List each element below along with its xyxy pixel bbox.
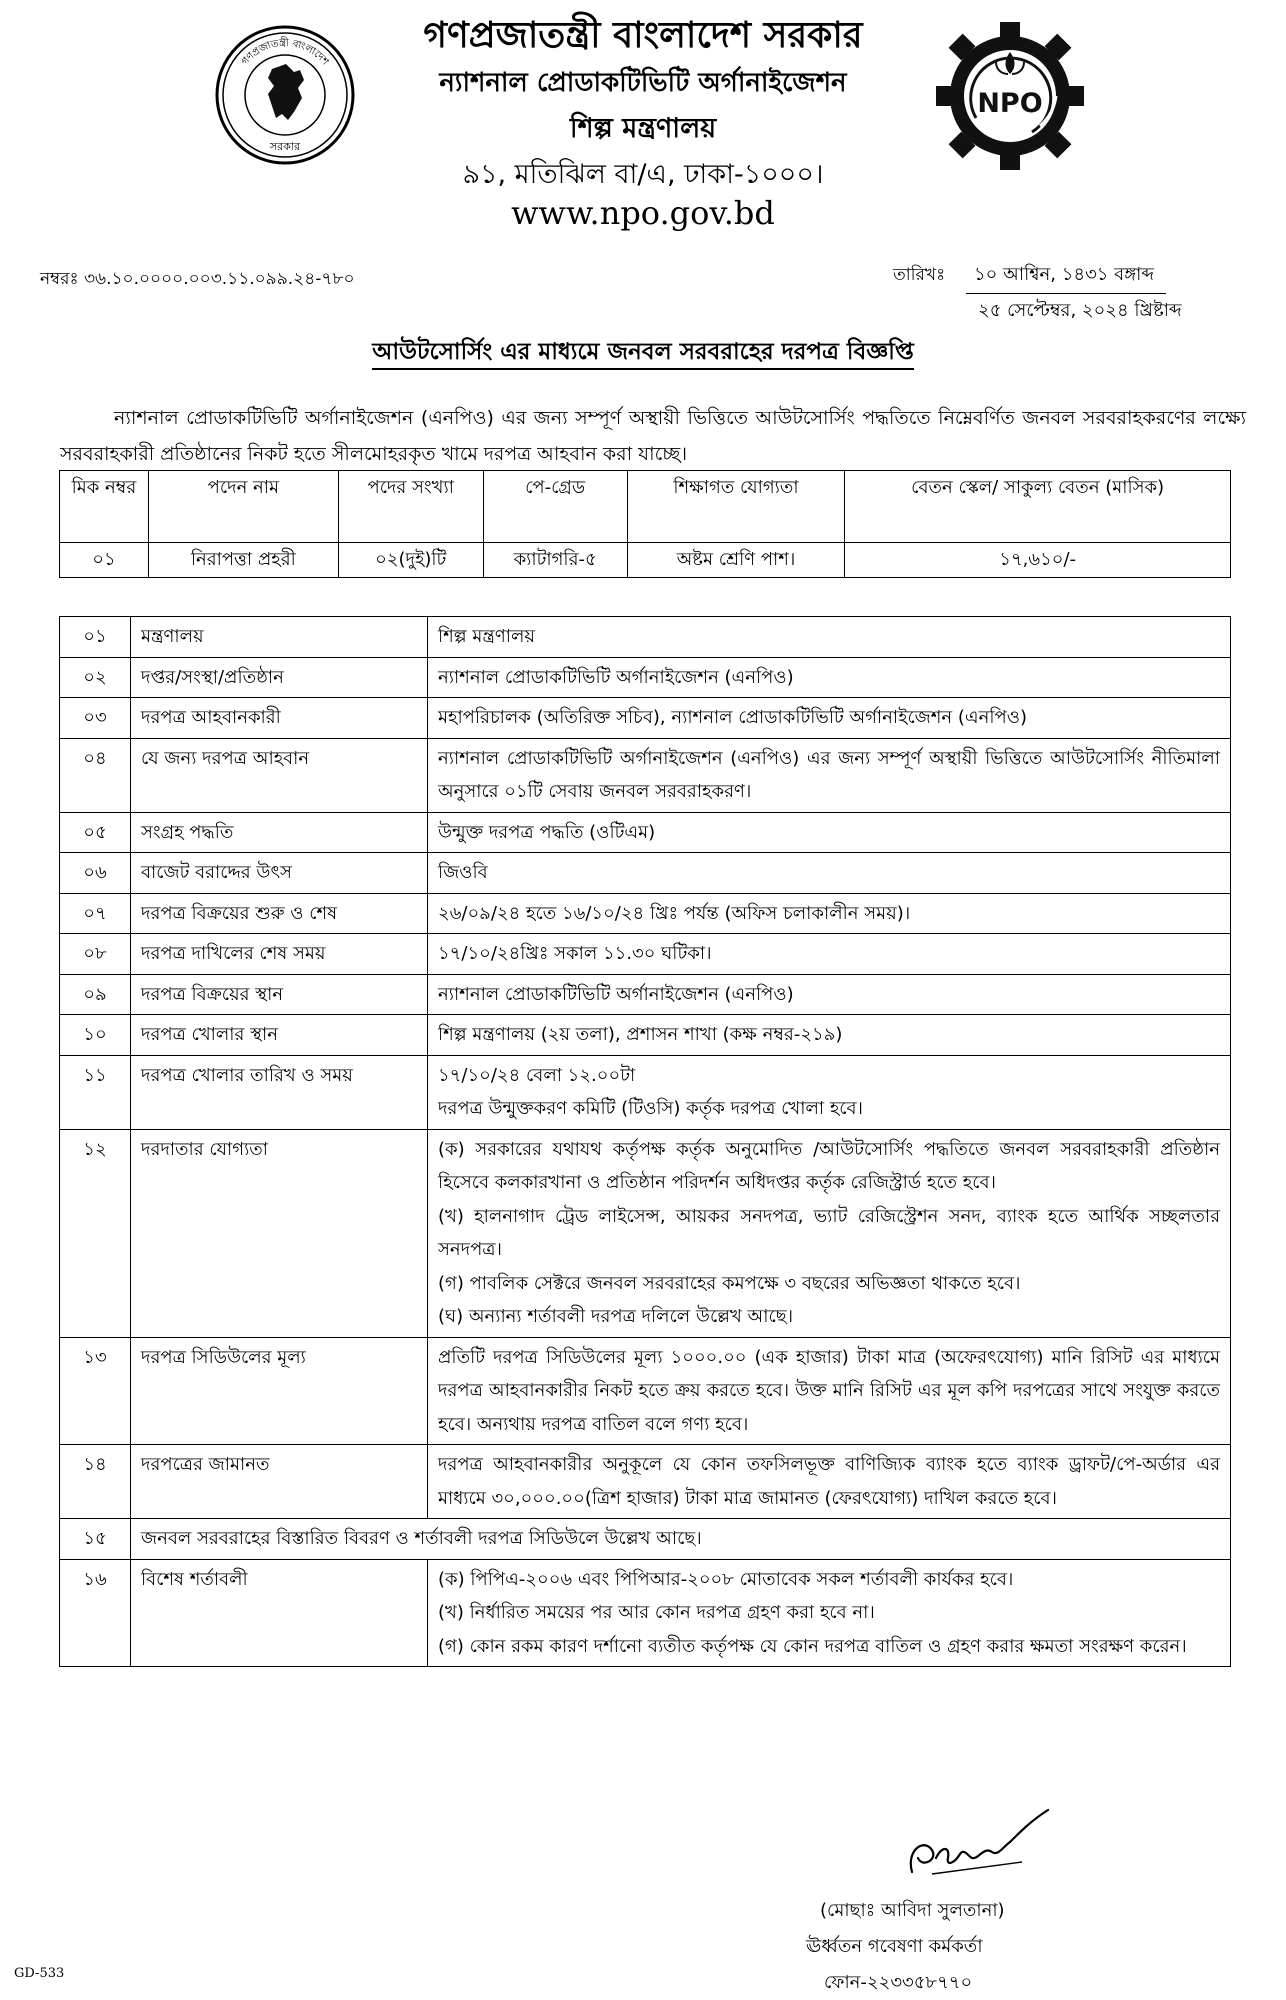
value-line: দরপত্র উন্মুক্তকরণ কমিটি (টিওসি) কর্তৃক দরপত্র খোলা হবে। [438, 1098, 863, 1119]
row-label: বাজেট বরাদ্দের উৎস [131, 853, 428, 894]
table-row [60, 1055, 1231, 1129]
value-line: ১৭/১০/২৪ বেলা ১২.০০টা [438, 1064, 636, 1086]
table-row [60, 617, 1231, 658]
value-line: (ক) সরকারের যথাযথ কর্তৃপক্ষ কর্তৃক অনুমোদিত /আউটসোর্সিং পদ্ধতিতে জনবল সরবরাহকারী প্রতিষ্ঠান হিসেবে কলকারখানা ও প্রতিষ্ঠান পরিদর্শন অধিদপ্তর কর্তৃক রেজিস্ট্রার্ড হতে হবে। [438, 1138, 1220, 1193]
website-link[interactable]: www.npo.gov.bd [511, 194, 775, 232]
document-code: GD-533 [14, 1966, 65, 1981]
row-label: দরপত্র বিক্রয়ের স্থান [131, 974, 428, 1015]
table-row [60, 812, 1231, 853]
table-row [60, 698, 1231, 739]
row-serial: ১১ [60, 1055, 131, 1129]
post-header-cell: মিক নম্বর [60, 471, 149, 543]
date-label: তারিখঃ [893, 265, 946, 285]
memo-number: নম্বরঃ ৩৬.১০.০০০০.০০৩.১১.০৯৯.২৪-৭৮০ [40, 269, 355, 289]
table-row [60, 657, 1231, 698]
row-serial: ০৬ [60, 853, 131, 894]
post-table-header-row [60, 471, 1231, 543]
row-label: মন্ত্রণালয় [131, 617, 428, 658]
post-cell: ১৭,৬১০/- [845, 543, 1231, 578]
government-name: গণপ্রজাতন্ত্রী বাংলাদেশ সরকার [423, 15, 863, 56]
row-value: ২৬/০৯/২৪ হতে ১৬/১০/২৪ খ্রিঃ পর্যন্ত (অফিস চলাকালীন সময়)। [428, 893, 1231, 934]
table-row [60, 1445, 1231, 1519]
row-label: বিশেষ শর্তাবলী [131, 1559, 428, 1667]
notice-title: আউটসোর্সিং এর মাধ্যমে জনবল সরবরাহের দরপত্র বিজ্ঞপ্তি [372, 339, 914, 370]
table-row [60, 738, 1231, 812]
handwritten-signature [902, 1806, 1052, 1886]
row-value: ১৭/১০/২৪খ্রিঃ সকাল ১১.৩০ ঘটিকা। [428, 934, 1231, 975]
row-value: শিল্প মন্ত্রণালয় [428, 617, 1231, 658]
tender-info-table [59, 616, 1231, 1667]
signatory-phone: ফোন-২২৩৩৫৮৭৭০ [824, 1972, 973, 1993]
table-row [60, 1519, 1231, 1560]
post-cell: ক্যাটাগরি-৫ [483, 543, 627, 578]
seal-bottom-text: সরকার [269, 140, 301, 153]
post-cell: নিরাপত্তা প্রহরী [148, 543, 338, 578]
row-serial: ১৩ [60, 1337, 131, 1445]
post-header-cell: পদের সংখ্যা [338, 471, 483, 543]
value-line: (ক) পিপিএ-২০০৬ এবং পিপিআর-২০০৮ মোতাবেক সকল শর্তাবলী কার্যকর হবে। [438, 1568, 1014, 1590]
office-address: ৯১, মতিঝিল বা/এ, ঢাকা-১০০০। [462, 159, 824, 190]
row-value [428, 1559, 1231, 1667]
row-serial: ০৯ [60, 974, 131, 1015]
row-serial: ০১ [60, 617, 131, 658]
row-serial: ০৮ [60, 934, 131, 975]
notice-title-wrapper [0, 333, 1286, 372]
table-row [60, 1337, 1231, 1445]
row-value [428, 1055, 1231, 1129]
table-row [60, 1015, 1231, 1056]
post-cell: অষ্টম শ্রেণি পাশ। [627, 543, 845, 578]
date-bangla: ১০ আশ্বিন, ১৪৩১ বঙ্গাব্দ [966, 260, 1166, 294]
row-serial: ০৩ [60, 698, 131, 739]
post-header-cell: পে-গ্রেড [483, 471, 627, 543]
table-row [60, 974, 1231, 1015]
table-row [60, 853, 1231, 894]
row-label: দরদাতার যোগ্যতা [131, 1129, 428, 1337]
table-row [60, 543, 1231, 578]
row-value: প্রতিটি দরপত্র সিডিউলের মূল্য ১০০০.০০ (এক হাজার) টাকা মাত্র (অফেরৎযোগ্য) মানি রিসিট এর মাধ্যমে দরপত্র আহবানকারীর নিকট হতে ক্রয় করতে হবে। উক্ত মানি রিসিট এর মূল কপি দরপত্রের সাথে সংযুক্ত করতে হবে। অন্যথায় দরপত্র বাতিল বলে গণ্য হবে। [428, 1337, 1231, 1445]
row-label: দরপত্র খোলার তারিখ ও সময় [131, 1055, 428, 1129]
signatory-title: ঊর্ধ্বতন গবেষণা কর্মকর্তা [806, 1936, 983, 1957]
row-serial: ১০ [60, 1015, 131, 1056]
ministry-name: শিল্প মন্ত্রণালয় [569, 113, 717, 144]
row-value: দরপত্র আহবানকারীর অনুকূলে যে কোন তফসিলভূক্ত বাণিজ্যিক ব্যাংক হতে ব্যাংক ড্রাফট/পে-অর্ডার এর মাধ্যমে ৩০,০০০.০০(ত্রিশ হাজার) টাকা মাত্র জামানত (ফেরৎযোগ্য) দাখিল করতে হবে। [428, 1445, 1231, 1519]
row-serial: ০৫ [60, 812, 131, 853]
row-label: দপ্তর/সংস্থা/প্রতিষ্ঠান [131, 657, 428, 698]
organization-name: ন্যাশনাল প্রোডাকটিভিটি অর্গানাইজেশন [439, 68, 847, 98]
post-header-cell: পদেন নাম [148, 471, 338, 543]
row-value [428, 1129, 1231, 1337]
row-serial: ০২ [60, 657, 131, 698]
row-label: দরপত্র খোলার স্থান [131, 1015, 428, 1056]
row-serial: ০৭ [60, 893, 131, 934]
row-value: জিওবি [428, 853, 1231, 894]
value-line: (গ) পাবলিক সেক্টরে জনবল সরবরাহের কমপক্ষে ৩ বছরের অভিজ্ঞতা থাকতে হবে। [438, 1272, 1021, 1294]
row-value: ন্যাশনাল প্রোডাকটিভিটি অর্গানাইজেশন (এনপিও) [428, 657, 1231, 698]
row-value: শিল্প মন্ত্রণালয় (২য় তলা), প্রশাসন শাখা (কক্ষ নম্বর-২১৯) [428, 1015, 1231, 1056]
intro-paragraph: ন্যাশনাল প্রোডাকটিভিটি অর্গানাইজেশন (এনপিও) এর জন্য সম্পূর্ণ অস্থায়ী ভিত্তিতে আউটসোর্সিং পদ্ধতিতে নিম্নেবর্ণিত জনবল সরবরাহকরণের লক্ষ্যে সরবরাহকারী প্রতিষ্ঠানের নিকট হতে সীলমোহরকৃত খামে দরপত্র আহবান করা যাচ্ছে। [60, 407, 1246, 465]
post-header-cell: বেতন স্কেল/ সাকুল্য বেতন (মাসিক) [845, 471, 1231, 543]
row-label: দরপত্র সিডিউলের মূল্য [131, 1337, 428, 1445]
row-label: দরপত্রের জামানত [131, 1445, 428, 1519]
post-cell: ০১ [60, 543, 149, 578]
post-header-cell: শিক্ষাগত যোগ্যতা [627, 471, 845, 543]
value-line: (খ) নির্ধারিত সময়ের পর আর কোন দরপত্র গ্রহণ করা হবে না। [438, 1602, 875, 1623]
row-value: উন্মুক্ত দরপত্র পদ্ধতি (ওটিএম) [428, 812, 1231, 853]
post-table [59, 470, 1231, 578]
seal-top-text: গণপ্রজাতন্ত্রী বাংলাদেশ [239, 37, 331, 68]
date-english: ২৫ সেপ্টেম্বর, ২০২৪ খ্রিষ্টাব্দ [978, 300, 1182, 321]
row-label: দরপত্র বিক্রয়ের শুরু ও শেষ [131, 893, 428, 934]
row-serial: ১৪ [60, 1445, 131, 1519]
row-serial: ০৪ [60, 738, 131, 812]
post-cell: ০২(দুই)টি [338, 543, 483, 578]
signatory-name: (মোছাঃ আবিদা সুলতানা) [820, 1900, 1005, 1921]
row-full-text: জনবল সরবরাহের বিস্তারিত বিবরণ ও শর্তাবলী দরপত্র সিডিউলে উল্লেখ আছে। [131, 1519, 1231, 1560]
row-serial: ১৬ [60, 1559, 131, 1667]
row-label: দরপত্র দাখিলের শেষ সময় [131, 934, 428, 975]
row-value: ন্যাশনাল প্রোডাকটিভিটি অর্গানাইজেশন (এনপিও) এর জন্য সম্পূর্ণ অস্থায়ী ভিত্তিতে আউটসোর্সিং নীতিমালা অনুসারে ০১টি সেবায় জনবল সরবরাহকরণ। [428, 738, 1231, 812]
row-serial: ১২ [60, 1129, 131, 1337]
npo-logo-text: NPO [977, 88, 1043, 119]
table-row [60, 1129, 1231, 1337]
row-label: দরপত্র আহবানকারী [131, 698, 428, 739]
table-row [60, 934, 1231, 975]
value-line: (খ) হালনাগাদ ট্রেড লাইসেন্স, আয়কর সনদপত্র, ভ্যাট রেজিস্ট্রেশন সনদ, ব্যাংক হতে আর্থিক সচ্ছলতার সনদপত্র। [438, 1205, 1220, 1260]
value-line: (গ) কোন রকম কারণ দর্শানো ব্যতীত কর্তৃপক্ষ যে কোন দরপত্র বাতিল ও গ্রহণ করার ক্ষমতা সংরক্ষণ করেন। [438, 1635, 1187, 1657]
row-serial: ১৫ [60, 1519, 131, 1560]
row-value: ন্যাশনাল প্রোডাকটিভিটি অর্গানাইজেশন (এনপিও) [428, 974, 1231, 1015]
row-value: মহাপরিচালক (অতিরিক্ত সচিব), ন্যাশনাল প্রোডাকটিভিটি অর্গানাইজেশন (এনপিও) [428, 698, 1231, 739]
row-label: যে জন্য দরপত্র আহবান [131, 738, 428, 812]
value-line: (ঘ) অন্যান্য শর্তাবলী দরপত্র দলিলে উল্লেখ আছে। [438, 1306, 794, 1327]
row-label: সংগ্রহ পদ্ধতি [131, 812, 428, 853]
table-row [60, 1559, 1231, 1667]
table-row [60, 893, 1231, 934]
